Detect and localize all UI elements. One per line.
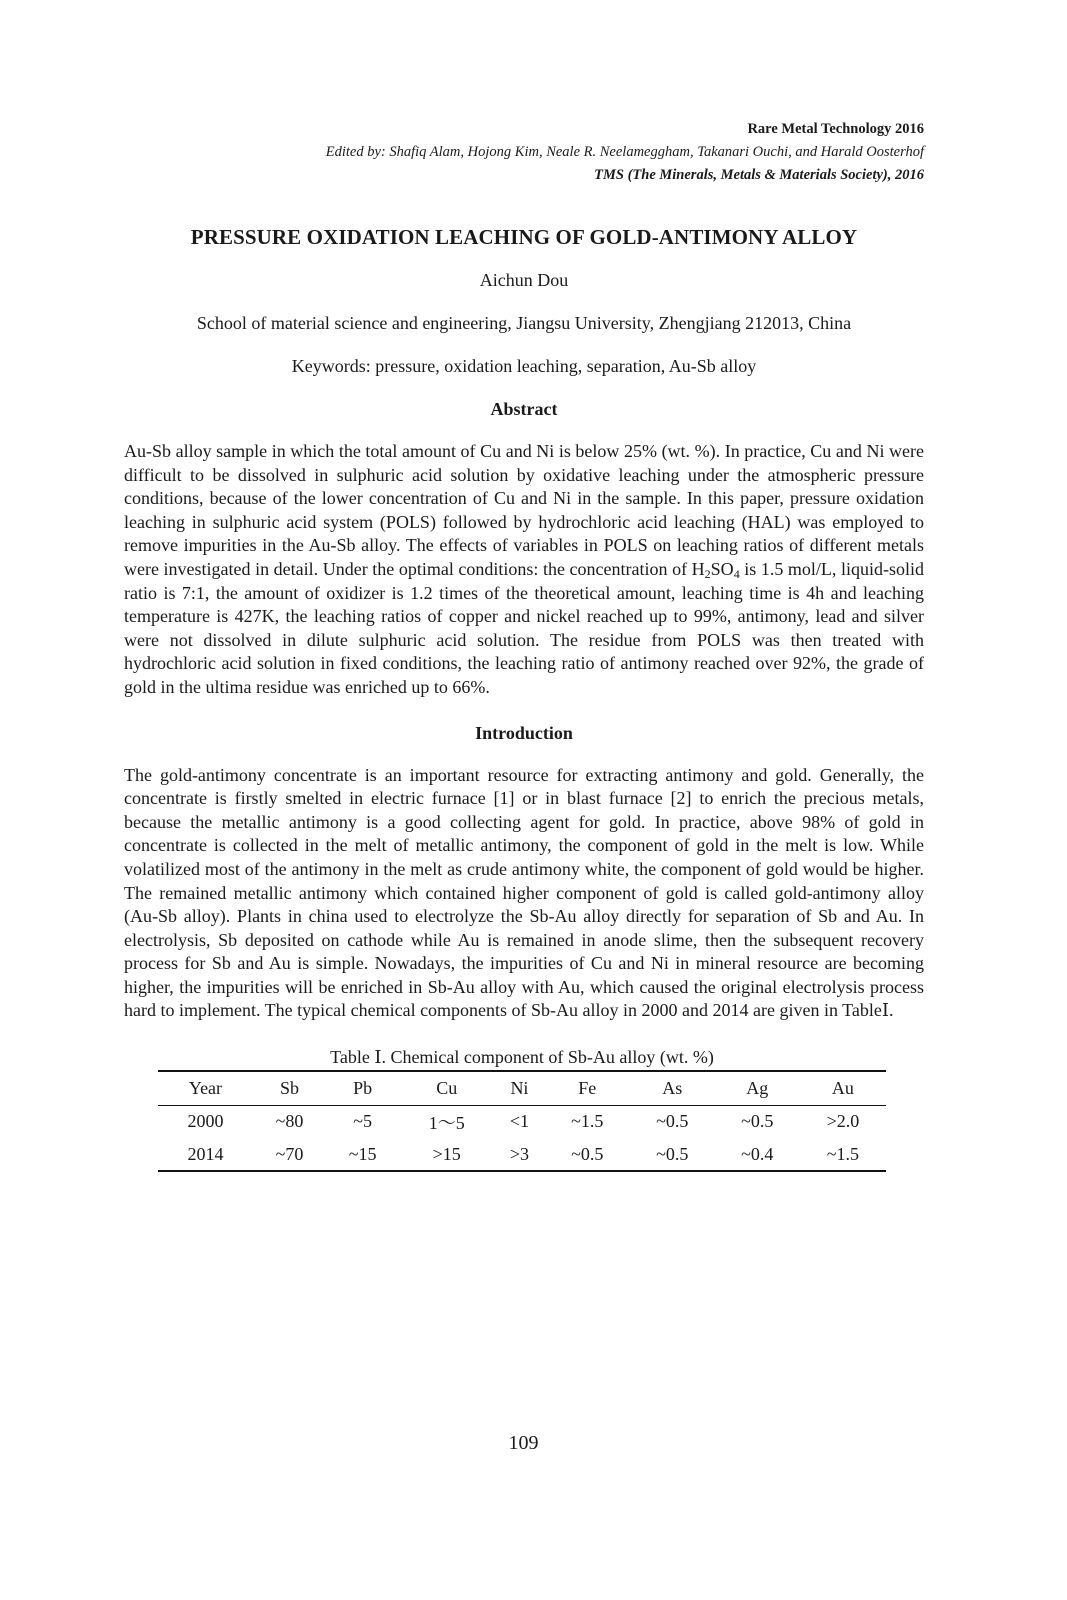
header-cell: Pb [326,1071,399,1105]
header-cell: Ni [494,1071,545,1105]
table-cell: <1 [509,1111,530,1132]
paper-title: PRESSURE OXIDATION LEACHING OF GOLD-ANTIMONY ALLOY [190,225,858,249]
abstract-text-part1: Au-Sb alloy sample in which the total amount of Cu and Ni is below 25% (wt. %). In practice, Cu and Ni were difficult to be dissolved in sulphuric acid solution by oxidative leaching under the atmospheric pressure conditions, because of the lower concentration of Cu and Ni in the sample. In this paper, pressure oxidation leaching in sulphuric acid system (POLS) followed by hydrochloric acid leaching (HAL) was employed to remove impurities in the Au-Sb alloy. The effects of variables in POLS on leaching ratios of different metals were investigated in detail. Under the optimal conditions: the concentration of [124,441,924,579]
introduction-heading: Introduction [475,722,573,743]
chemical-component-table [158,1070,886,1172]
table-cell: ~5 [353,1111,373,1132]
paper-author: Aichun Dou [479,270,569,290]
header-cell: Sb [253,1071,326,1105]
table-cell: ~0.4 [715,1138,800,1171]
table-cell: ~0.5 [741,1111,774,1132]
table-cell: >2.0 [826,1111,860,1132]
table-cell: ~70 [253,1138,326,1171]
table-row [158,1138,886,1171]
book-title: Rare Metal Technology 2016 [747,121,924,137]
table-cell: ~0.5 [656,1111,689,1132]
formula-subscript-4: 4 [733,566,740,581]
sulphuric-acid-formula [692,559,740,579]
table-caption: Table Ⅰ. Chemical component of Sb-Au alloy (wt. %) [330,1047,714,1068]
table-cell: ~0.5 [545,1138,630,1171]
abstract-heading: Abstract [490,399,558,419]
header-cell: Year [158,1071,253,1105]
header-cell: Cu [399,1071,494,1105]
abstract-text-part2: is 1.5 mol/L, liquid-solid ratio is 7:1, the amount of oxidizer is 1.2 times of the theoretical amount, leaching time is 4h and leaching temperature is 427K, the leaching ratios of copper and nickel reached up to 99%, antimony, lead and silver were not dissolved in dilute sulphuric acid solution. The residue from POLS was then treated with hydrochloric acid solution in fixed conditions, the leaching ratio of antimony reached over 92%, the grade of gold in the ultima residue was enriched up to 66%. [124,558,924,697]
author-affiliation: School of material science and engineering, Jiangsu University, Zhengjiang 212013, China [196,313,852,333]
abstract-paragraph [124,440,924,700]
introduction-paragraph: The gold-antimony concentrate is an important resource for extracting antimony and gold. Generally, the concentrate is firstly smelted in electric furnace [1] or in blast furnace [2] to enrich the precious metals, because the metallic antimony is a good collecting agent for gold. In practice, above 98% of gold in concentrate is collected in the melt of metallic antimony, the component of gold in the melt is low. While volatilized most of the antimony in the melt as crude antimony white, the component of gold would be higher. The remained metallic antimony which contained higher component of gold is called gold-antimony alloy (Au-Sb alloy). Plants in china used to electrolyze the Sb-Au alloy directly for separation of Sb and Au. In electrolysis, Sb deposited on cathode while Au is remained in anode slime, then the subsequent recovery process for Sb and Au is simple. Nowadays, the impurities of Cu and Ni in mineral resource are becoming higher, the impurities will be enriched in Sb-Au alloy with Au, which caused the original electrolysis process hard to implement. The typical chemical components of Sb-Au alloy in 2000 and 2014 are given in TableⅠ. [124,764,924,1021]
table-row [158,1105,886,1138]
table-header-row [158,1071,886,1105]
table-cell: ~1.5 [800,1138,886,1171]
header-cell: Ag [715,1071,800,1105]
table-cell: ~0.5 [630,1138,715,1171]
page-number: 109 [508,1432,539,1454]
table-cell: ~1.5 [571,1111,604,1132]
table-cell: 1～5 [428,1112,465,1133]
book-publisher: TMS (The Minerals, Metals & Materials Society), 2016 [594,167,924,183]
formula-so: SO [710,558,734,579]
table-cell: 2000 [187,1111,224,1132]
formula-subscript-2: 2 [704,566,711,581]
formula-h: H [691,558,705,579]
paper-page [124,118,924,1172]
table-cell: >3 [494,1138,545,1171]
paper-keywords: Keywords: pressure, oxidation leaching, separation, Au-Sb alloy [291,356,757,376]
table-cell: ~80 [275,1111,304,1132]
header-cell: Fe [545,1071,630,1105]
running-header [124,118,924,187]
header-cell: As [630,1071,715,1105]
book-editors: Edited by: Shafiq Alam, Hojong Kim, Neale R. Neelameggham, Takanari Ouchi, and Harald Oosterhof [325,144,924,160]
table-cell: 2014 [158,1138,253,1171]
table-cell: ~15 [326,1138,399,1171]
header-cell: Au [800,1071,886,1105]
table-cell: >15 [399,1138,494,1171]
